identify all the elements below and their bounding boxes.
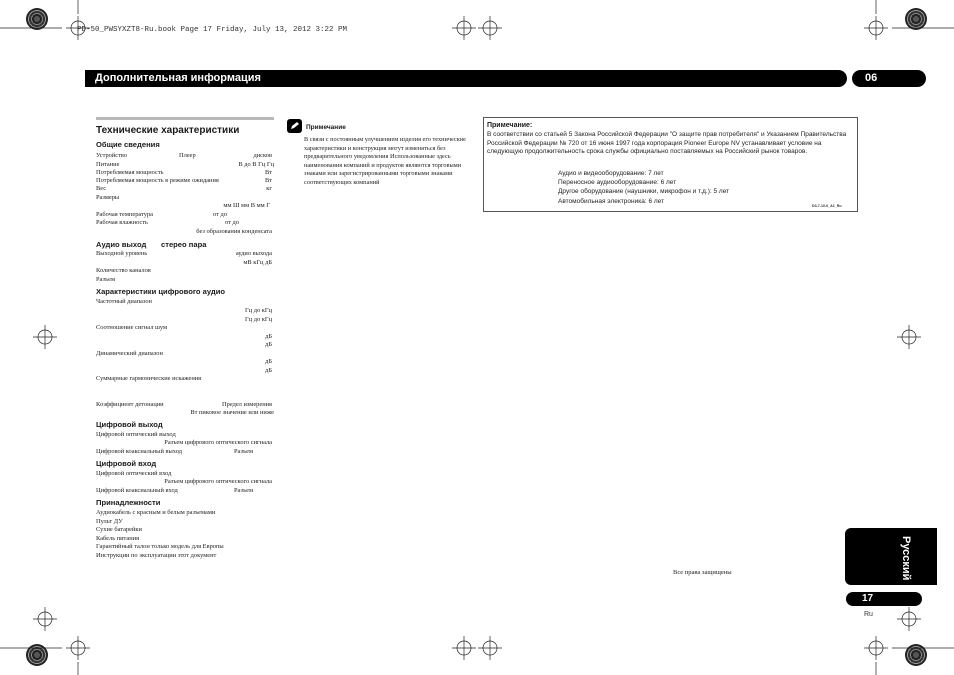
spec-label: Суммарные гармонические искажения <box>96 375 202 382</box>
spec-label: Соотношение сигнал шум <box>96 324 168 331</box>
spec-value: дБ <box>265 333 272 340</box>
section-title-bar <box>85 70 847 87</box>
spec-value: кг <box>266 185 272 192</box>
general-heading: Общие сведения <box>96 140 160 149</box>
note-heading: Примечание <box>306 124 346 131</box>
spec-mid: от до <box>213 211 227 218</box>
page-badge <box>846 592 922 606</box>
spec-label: Цифровой коаксиальный выход <box>96 448 183 455</box>
spec-label: Коэффициент детонации <box>96 401 164 408</box>
accessories-heading: Принадлежности <box>96 498 161 507</box>
spec-value: Вт пиковое значение или ниже <box>190 409 274 416</box>
spec-label: Питание <box>96 161 120 168</box>
spec-label: Рабочая влажность <box>96 219 148 226</box>
list-item: Инструкции по эксплуатации этот документ <box>96 552 217 559</box>
note-pencil-icon <box>287 119 302 133</box>
spec-label: Цифровой оптический выход <box>96 431 176 438</box>
spec-value: Разъем цифрового оптического сигнала <box>164 478 272 485</box>
service-life-list <box>558 169 729 206</box>
spec-label: Потребляемая мощность <box>96 169 164 176</box>
list-item: Сухие батарейки <box>96 526 142 533</box>
spec-mid: от до <box>225 219 239 226</box>
list-item: Автомобильная электроника: 6 лет <box>558 197 665 205</box>
spec-value: Вт <box>264 177 272 184</box>
spec-label: Потребляемая мощность в режиме ожидания <box>96 177 219 184</box>
spec-label: Размеры <box>96 194 120 201</box>
spec-label: Разъем <box>96 276 115 283</box>
list-item: Аудио и видеооборудование: 7 лет <box>558 170 664 177</box>
language-tab <box>845 528 937 585</box>
list-item: Пульт ДУ <box>96 518 123 525</box>
chapter-badge <box>852 70 926 87</box>
spec-mid: мм Ш мм В мм Г <box>223 202 270 209</box>
note-box-code: D3-7-10-6_A1_Ru <box>812 204 842 208</box>
digital-in-heading: Цифровой вход <box>96 459 157 468</box>
spec-value: дБ <box>265 367 272 374</box>
list-item: Переносное аудиооборудование: 6 лет <box>558 179 677 187</box>
chapter-number: 06 <box>865 72 878 84</box>
note-box-heading: Примечание: <box>487 122 533 129</box>
list-item: Гарантийный талон только модель для Европы <box>96 543 224 550</box>
spec-label: Вес <box>96 185 107 192</box>
spec-label: Выходной уровень <box>96 250 148 257</box>
page-number: 17 <box>862 593 874 604</box>
spec-label: Устройство <box>96 152 128 159</box>
spec-value: Разъем <box>234 448 253 455</box>
spec-mid: Плеер <box>179 152 196 159</box>
spec-value: Предел измерения <box>222 401 272 408</box>
note-box-text: В соответствии со статьей 5 Закона Российской Федерации "О защите прав потребителя" и Указанием Правительства Российской Федерации № 720 от 16 июня 1997 года корпорация Pioneer Europe NV устанавливает условие на следующую продолжительность срока службы официально поставляемых на Российский рынок товаров. <box>487 131 847 156</box>
note-text: В связи с постоянным улучшением изделия его технические характеристики и конструкция могут изменяться без предварительного уведомления Использованные здесь наименования компаний и продуктов являются торговыми знаками или зарегистрированными торговыми знаками соответствующих компаний <box>304 136 466 186</box>
spec-label: Количество каналов <box>96 267 151 274</box>
spec-value: Гц до кГц <box>245 307 272 314</box>
file-header: PD-50_PWSYXZT8-Ru.book Page 17 Friday, July 13, 2012 3:22 PM <box>77 26 348 34</box>
spec-value: дБ <box>265 341 272 348</box>
spec-label: Цифровой оптический вход <box>96 470 172 477</box>
spec-value: Вт <box>264 169 272 176</box>
spec-mid: В до В Гц Гц <box>238 161 274 168</box>
list-item: Другое оборудование (наушники, микрофон и т.д.): 5 лет <box>558 188 730 196</box>
spec-label: Частотный диапазон <box>96 298 152 305</box>
spec-label: Рабочая температура <box>96 211 153 218</box>
spec-value: дисков <box>253 152 272 159</box>
digital-audio-heading: Характеристики цифрового аудио <box>96 287 226 296</box>
language-label: Русский <box>900 536 912 581</box>
spec-label: Цифровой коаксиальный вход <box>96 487 178 494</box>
spec-value: Гц до кГц <box>245 316 272 323</box>
rights-text: Все права защищены <box>673 569 732 576</box>
audio-out-heading-suffix: стерео пара <box>161 240 207 249</box>
audio-out-heading: Аудио выход <box>96 240 147 249</box>
list-item: Аудиокабель с красным и белым разъемами <box>96 509 216 516</box>
page-language: Ru <box>864 611 873 618</box>
spec-value: без образования конденсата <box>196 228 272 235</box>
spec-value: аудио выхода <box>235 250 272 257</box>
spec-label: Динамический диапазон <box>96 350 163 357</box>
spec-value: Разъем <box>234 487 253 494</box>
list-item: Кабель питания <box>96 535 140 542</box>
spec-value: мВ кГц дБ <box>243 259 272 266</box>
digital-out-heading: Цифровой выход <box>96 420 163 429</box>
section-title: Дополнительная информация <box>95 72 261 84</box>
section-rule <box>96 117 274 120</box>
specs-title: Технические характеристики <box>96 125 240 136</box>
spec-value: дБ <box>265 358 272 365</box>
spec-value: Разъем цифрового оптического сигнала <box>164 439 272 446</box>
